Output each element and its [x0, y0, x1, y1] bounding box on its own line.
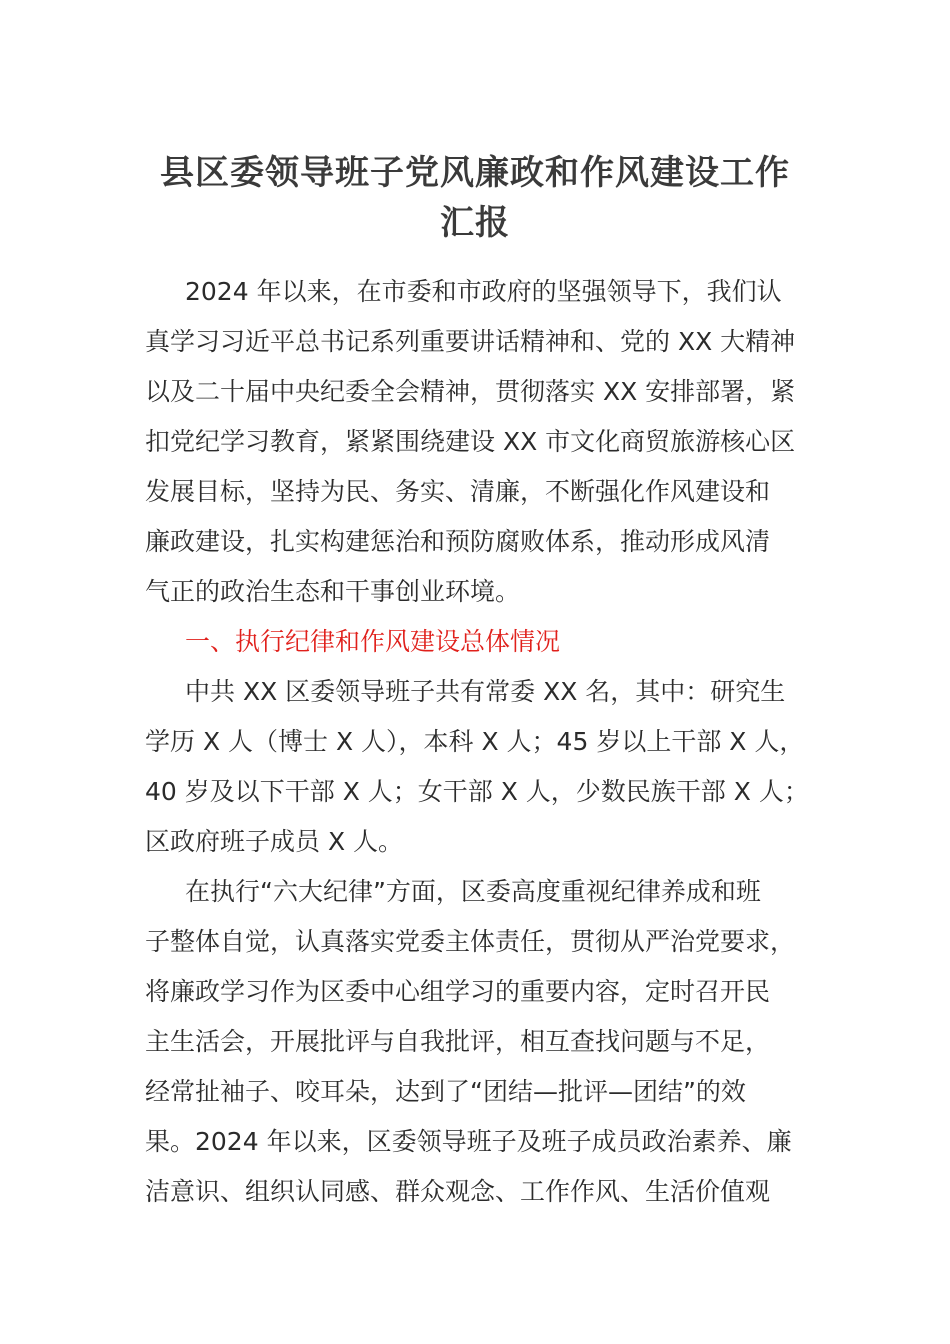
section-heading: 一、执行纪律和作风建设总体情况 — [185, 627, 561, 656]
paragraph-2-line: 学历 X 人（博士 X 人），本科 X 人；45 岁以上干部 X 人， — [145, 727, 805, 756]
paragraph-3-line: 洁意识、组织认同感、群众观念、工作作风、生活价值观 — [145, 1177, 771, 1206]
paragraph-3-line: 在执行“六大纪律”方面，区委高度重视纪律养成和班 — [185, 877, 761, 906]
document-body — [145, 267, 809, 1217]
paragraph-3-line: 主生活会，开展批评与自我批评，相互查找问题与不足， — [145, 1027, 771, 1056]
paragraph-3-line: 经常扯袖子、咬耳朵，达到了“团结—批评—团结”的效 — [145, 1077, 746, 1106]
paragraph-3-line: 果。2024 年以来，区委领导班子及班子成员政治素养、廉 — [145, 1127, 792, 1156]
title-line-1: 县区委领导班子党风廉政和作风建设工作 — [160, 153, 790, 193]
paragraph-1-line: 发展目标，坚持为民、务实、清廉，不断强化作风建设和 — [145, 477, 771, 506]
paragraph-2-line: 中共 XX 区委领导班子共有常委 XX 名，其中：研究生 — [185, 677, 786, 706]
title-line-2: 汇报 — [440, 203, 510, 243]
paragraph-2-line: 40 岁及以下干部 X 人；女干部 X 人，少数民族干部 X 人； — [145, 777, 809, 806]
paragraph-1-line: 真学习习近平总书记系列重要讲话精神和、党的 XX 大精神 — [145, 327, 796, 356]
paragraph-1-line: 气正的政治生态和干事创业环境。 — [145, 577, 521, 606]
paragraph-1-line: 2024 年以来，在市委和市政府的坚强领导下，我们认 — [185, 277, 782, 306]
paragraph-1-line: 以及二十届中央纪委全会精神，贯彻落实 XX 安排部署，紧 — [145, 377, 796, 406]
paragraph-3-line: 将廉政学习作为区委中心组学习的重要内容，定时召开民 — [145, 977, 771, 1006]
paragraph-1-line: 扣党纪学习教育，紧紧围绕建设 XX 市文化商贸旅游核心区 — [145, 427, 796, 456]
paragraph-3-line: 子整体自觉，认真落实党委主体责任，贯彻从严治党要求， — [145, 927, 796, 956]
paragraph-1-line: 廉政建设，扎实构建惩治和预防腐败体系，推动形成风清 — [145, 527, 771, 556]
document-title — [130, 148, 820, 248]
paragraph-2-line: 区政府班子成员 X 人。 — [145, 827, 404, 856]
